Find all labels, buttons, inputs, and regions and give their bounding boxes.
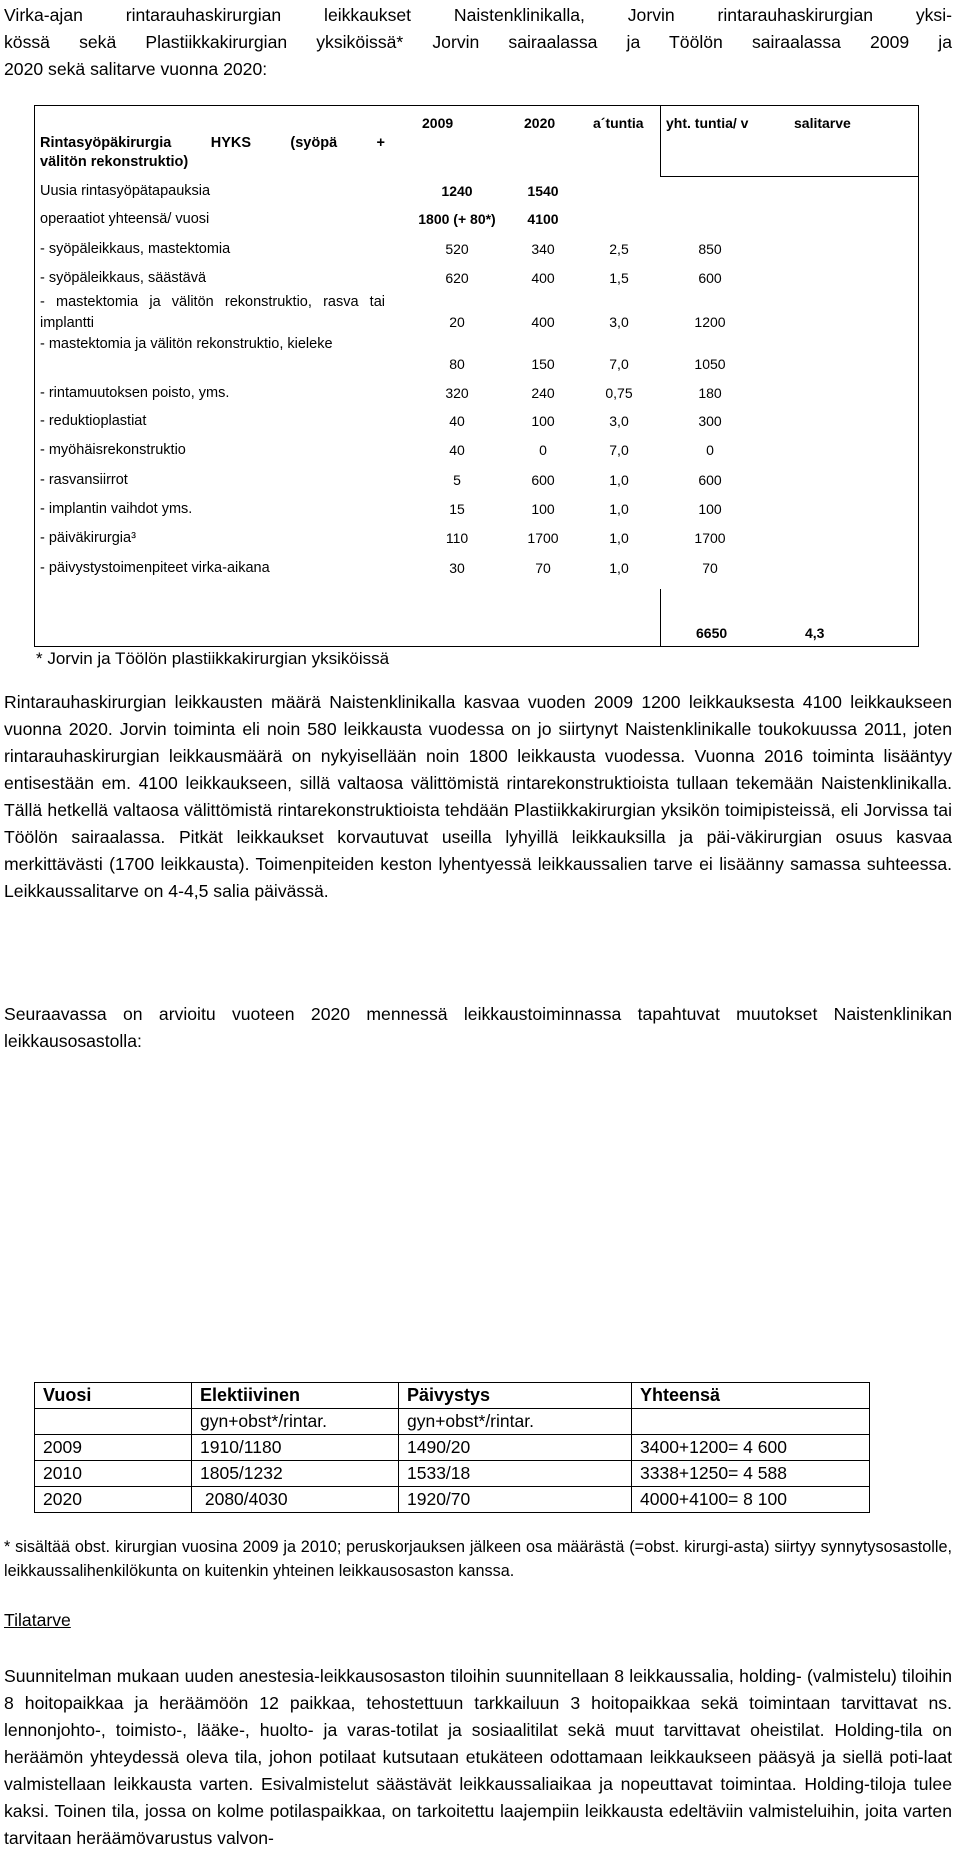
table-row — [35, 1435, 870, 1461]
row-label: - syöpäleikkaus, säästävä — [40, 270, 207, 286]
row-value-d: 1700 — [694, 530, 726, 546]
year-cell: 2009 — [35, 1435, 192, 1461]
paragraph-3: Suunnitelman mukaan uuden anestesia-leikkausosaston tiloihin suunnitellaan 8 leikkaussalia, holding- (valmistelu) tiloihin 8 hoitopaikkaa ja heräämöön 12 paikkaa, tehostettuun tarkkailuun 3 hoitopaikkaa sekä toimintaan tarvittavat ns. lennonjohto-, toimisto-, lääke-, huolto- ja varas-totilat ja sosiaalitilat sekä muut tarvittavat oheistilat. Holding-tila on heräämön yhteydessä oleva tila, johon potilaat kutsutaan etukäteen odottamaan leikkaukseen pääsyä ja siellä poti-laat valmistellaan leikkausta varten. Esivalmistelut säästävät leikkaussaliaikaa ja nopeuttavat toimintaa. Holding-tiloja tulee kaksi. Toinen tila, jossa on kolme potilaspaikkaa, on tarkoitettu laajempiin leikkausta edeltäviin valmisteluihin, joita varten tarvitaan heräämövarustus valvon- — [4, 1666, 952, 1848]
table-header-row — [35, 1383, 870, 1409]
row-value-b: 4100 — [527, 211, 559, 227]
row-value-b: 400 — [531, 314, 555, 330]
paragraph-2: Seuraavassa on arvioitu vuoteen 2020 mennessä leikkaustoiminnassa tapahtuvat muutokset Naistenklinikan leikkausosastolla: — [4, 1004, 952, 1051]
row-value-d: 100 — [698, 501, 722, 517]
row-value-d: 70 — [702, 560, 718, 576]
row-value-c: 1,0 — [609, 530, 629, 546]
intro-line-3: 2020 sekä salitarve vuonna 2020: — [4, 59, 268, 79]
row-value-b: 70 — [535, 560, 551, 576]
total-room-need: 4,3 — [805, 625, 825, 641]
row-value-d: 600 — [698, 270, 722, 286]
row-value-b: 600 — [531, 472, 555, 488]
row-value-d: 1200 — [694, 314, 726, 330]
row-value-d: 1050 — [694, 356, 726, 372]
subheader-cell — [632, 1409, 870, 1435]
table-title: Rintasyöpäkirurgia HYKS (syöpä + välitön rekonstruktio) — [40, 135, 385, 170]
year-cell: 2010 — [35, 1461, 192, 1487]
footnote-2: * sisältää obst. kirurgian vuosina 2009 ja 2010; peruskorjauksen jälkeen osa määrästä (=obst. kirurgi-asta) siirtyy synnytysosastolle, leikkaussalihenkilökunta on kuitenkin yhteinen leikkausosaston kanssa. — [4, 1538, 952, 1580]
row-value-a: 520 — [445, 241, 469, 257]
row-label: - reduktioplastiat — [40, 413, 147, 429]
row-label: - mastektomia ja välitön rekonstruktio, rasva tai implantti — [40, 294, 385, 331]
row-value-b: 100 — [531, 501, 555, 517]
intro-paragraph — [4, 2, 952, 83]
row-value-a: 30 — [449, 560, 465, 576]
surgery-table-divider — [660, 589, 661, 647]
table-footnote: * Jorvin ja Töölön plastiikkakirurgian yksiköissä — [36, 649, 390, 668]
header-total-hours: yht. tuntia/ v — [666, 115, 749, 131]
header-cell: Elektiivinen — [192, 1383, 399, 1409]
row-label: - rasvansiirrot — [40, 472, 128, 488]
table-row — [35, 1461, 870, 1487]
row-value-d: 300 — [698, 413, 722, 429]
row-value-b: 100 — [531, 413, 555, 429]
row-value-c: 3,0 — [609, 314, 629, 330]
total-cell: 3400+1200= 4 600 — [632, 1435, 870, 1461]
row-label: - päivystystoimenpiteet virka-aikana — [40, 560, 270, 576]
row-value-b: 340 — [531, 241, 555, 257]
total-cell: 3338+1250= 4 588 — [632, 1461, 870, 1487]
row-value-c: 3,0 — [609, 413, 629, 429]
surgery-table-divider — [660, 105, 661, 177]
header-cell: Yhteensä — [632, 1383, 870, 1409]
row-value-a: 15 — [449, 501, 465, 517]
row-value-d: 180 — [698, 385, 722, 401]
row-value-c: 1,0 — [609, 472, 629, 488]
row-value-d: 0 — [706, 442, 714, 458]
row-value-a: 320 — [445, 385, 469, 401]
subheader-cell — [35, 1409, 192, 1435]
header-room-need: salitarve — [794, 115, 851, 131]
row-value-d: 850 — [698, 241, 722, 257]
total-hours: 6650 — [696, 625, 728, 641]
row-value-a: 1240 — [441, 183, 473, 199]
row-label: - implantin vaihdot yms. — [40, 501, 193, 517]
row-value-b: 1540 — [527, 183, 559, 199]
subheader-cell: gyn+obst*/rintar. — [399, 1409, 632, 1435]
intro-line-2: kössä sekä Plastiikkakirurgian yksiköissä* Jorvin sairaalassa ja Töölön sairaalassa 2009 ja — [4, 32, 952, 52]
header-cell: Päivystys — [399, 1383, 632, 1409]
row-value-c: 7,0 — [609, 442, 629, 458]
subheader-cell: gyn+obst*/rintar. — [192, 1409, 399, 1435]
row-value-b: 150 — [531, 356, 555, 372]
emergency-cell: 1490/20 — [399, 1435, 632, 1461]
row-value-a: 110 — [445, 530, 469, 546]
row-label: - mastektomia ja välitön rekonstruktio, kieleke — [40, 336, 333, 352]
row-value-a: 40 — [449, 413, 465, 429]
table-subheader-row — [35, 1409, 870, 1435]
row-label: Uusia rintasyöpätapauksia — [40, 183, 211, 199]
row-value-b: 240 — [531, 385, 555, 401]
surgery-table-divider — [660, 176, 919, 177]
row-label: - myöhäisrekonstruktio — [40, 442, 186, 458]
header-2009: 2009 — [422, 115, 454, 131]
emergency-cell: 1533/18 — [399, 1461, 632, 1487]
row-value-c: 1,0 — [609, 501, 629, 517]
row-label: - päiväkirurgia³ — [40, 530, 136, 546]
elective-cell: 1805/1232 — [192, 1461, 399, 1487]
row-value-a: 80 — [449, 356, 465, 372]
table-row — [35, 1487, 870, 1513]
row-label: - rintamuutoksen poisto, yms. — [40, 385, 230, 401]
row-value-a: 1800 (+ 80*) — [418, 211, 496, 227]
paragraph-1: Rintarauhaskirurgian leikkausten määrä Naistenklinikalla kasvaa vuoden 2009 1200 leikkauksesta 4100 leikkaukseen vuonna 2020. Jorvin toiminta eli noin 580 leikkausta vuodessa on jo siirtynyt Naistenklinikalle toukokuussa 2011, joten rintarauhaskirurgian leikkausmäärä on nykyisellään noin 1800 leikkausta vuodessa. Vuonna 2016 toiminta lisääntyy entisestään em. 4100 leikkaukseen, sillä valtaosa välittömistä rintarekonstruktioista tullaan tekemään Naistenklinikalla. Tällä hetkellä valtaosa välittömistä rintarekonstruktioista tehdään Plastiikkakirurgian yksikön toimipisteissä, eli Jorvissa tai Töölön sairaalassa. Pitkät leikkaukset korvautuvat useilla lyhyillä leikkauksilla ja päi-väkirurgian osuus kasvaa merkittävästi (1700 leikkausta). Toimenpiteiden keston lyhentyessä leikkaussalien tarve ei lisäänny samassa suhteessa. Leikkaussalitarve on 4-4,5 salia päivässä. — [4, 692, 952, 901]
header-2020: 2020 — [524, 115, 556, 131]
row-value-c: 2,5 — [609, 241, 629, 257]
row-value-a: 620 — [445, 270, 469, 286]
row-label: - syöpäleikkaus, mastektomia — [40, 241, 231, 257]
header-hours-each: a´tuntia — [593, 115, 644, 131]
elective-cell: 1910/1180 — [192, 1435, 399, 1461]
emergency-cell: 1920/70 — [399, 1487, 632, 1513]
row-value-b: 0 — [539, 442, 547, 458]
row-label: operaatiot yhteensä/ vuosi — [40, 211, 210, 227]
intro-line-1: Virka-ajan rintarauhaskirurgian leikkaukset Naistenklinikalla, Jorvin rintarauhaskirurgian yksi- — [4, 5, 952, 25]
row-value-b: 1700 — [527, 530, 559, 546]
row-value-c: 1,5 — [609, 270, 629, 286]
row-value-c: 0,75 — [605, 385, 633, 401]
row-value-c: 1,0 — [609, 560, 629, 576]
elective-cell: 2080/4030 — [192, 1487, 399, 1513]
row-value-a: 5 — [453, 472, 461, 488]
header-cell: Vuosi — [35, 1383, 192, 1409]
year-cell: 2020 — [35, 1487, 192, 1513]
row-value-d: 600 — [698, 472, 722, 488]
section-heading: Tilatarve — [4, 1610, 71, 1630]
total-cell: 4000+4100= 8 100 — [632, 1487, 870, 1513]
row-value-a: 20 — [449, 314, 465, 330]
row-value-c: 7,0 — [609, 356, 629, 372]
forecast-table — [34, 1382, 870, 1513]
row-value-b: 400 — [531, 270, 555, 286]
row-value-a: 40 — [449, 442, 465, 458]
